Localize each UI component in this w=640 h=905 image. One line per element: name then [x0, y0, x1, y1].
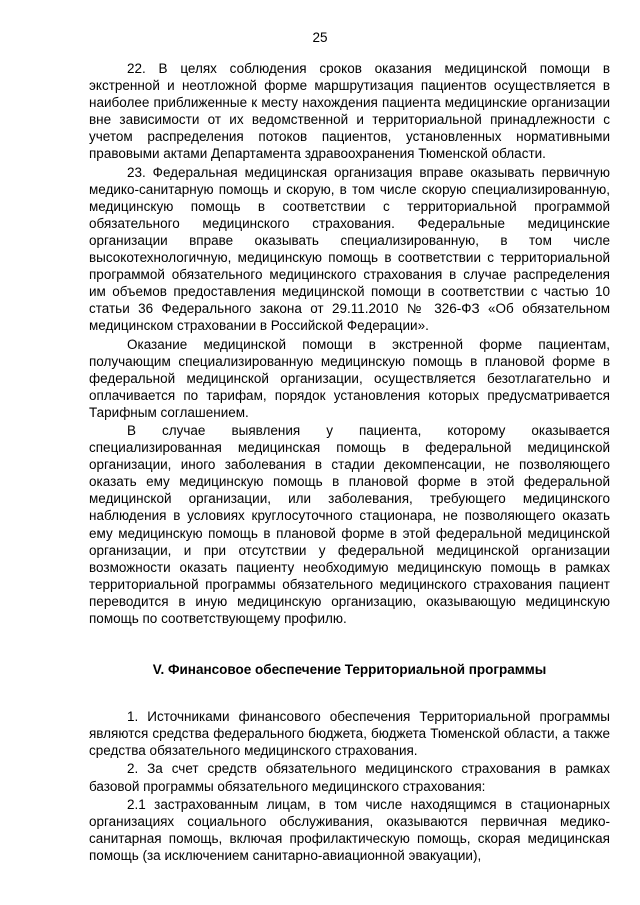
paragraph-transfer: В случае выявления у пациента, которому оказывается специализированная медицинская помощь в федеральной медицинской организации, иного заболевания в стадии декомпенсации, не позволяющего оказать ему медицинскую помощь в плановой форме в этой федеральной медицинской организации, или заболевания, требующего медицинского наблюдения в условиях круглосуточного стационара, не позволяющего оказать ему медицинскую помощь в плановой форме в этой федеральной медицинской организации, и при отсутствии у федеральной медицинской организации возможности оказать пациенту необходимую медицинскую помощь в рамках территориальной программы обязательного медицинского страхования пациент переводится в иную медицинскую организацию, оказывающую медицинскую помощь по соответствующему профилю. — [89, 422, 610, 626]
paragraph-oms-funding: 2. За счет средств обязательного медицинского страхования в рамках базовой программы обязательного медицинского страхования: — [89, 761, 610, 794]
paragraph-funding-sources: 1. Источниками финансового обеспечения Территориальной программы являются средства федерального бюджета, бюджета Тюменской области, а также средства обязательного медицинского страхования. — [89, 709, 610, 759]
paragraph-emergency-care: Оказание медицинской помощи в экстренной форме пациентам, получающим специализированную медицинскую помощь в плановой форме в федеральной медицинской организации, осуществляется безотлагательно и оплачивается по тарифам, порядок установления которых предусматривается Тарифным соглашением. — [89, 336, 610, 420]
section-heading: V. Финансовое обеспечение Территориальной программы — [152, 662, 547, 678]
paragraph-22: 22. В целях соблюдения сроков оказания медицинской помощи в экстренной и неотложной форме маршрутизация пациентов осуществляется в наиболее приближенные к месту нахождения пациента медицинские организации вне зависимости от их ведомственной и территориальной принадлежности с учетом распределения потоков пациентов, установленных нормативными правовыми актами Департамента здравоохранения Тюменской области. — [89, 61, 610, 162]
paragraph-insured-persons: 2.1 застрахованным лицам, в том числе находящимся в стационарных организациях социального обслуживания, оказываются первичная медико-санитарная помощь, включая профилактическую помощь, скорая медицинская помощь (за исключением санитарно-авиационной эвакуации), — [89, 796, 610, 863]
document-body — [89, 60, 610, 864]
paragraph-23: 23. Федеральная медицинская организация вправе оказывать первичную медико-санитарную помощь и скорую, в том числе скорую специализированную, медицинскую помощь в соответствии с территориальной программой обязательного медицинского страхования. Федеральные медицинские организации вправе оказывать специализированную, в том числе высокотехнологичную, медицинскую помощь в соответствии с территориальной программой обязательного медицинского страхования в случае распределения им объемов предоставления медицинской помощи в соответствии с частью 10 статьи 36 Федерального закона от 29.11.2010 № 326-ФЗ «Об обязательном медицинском страховании в Российской Федерации». — [89, 164, 610, 334]
page-number: 25 — [312, 30, 328, 45]
